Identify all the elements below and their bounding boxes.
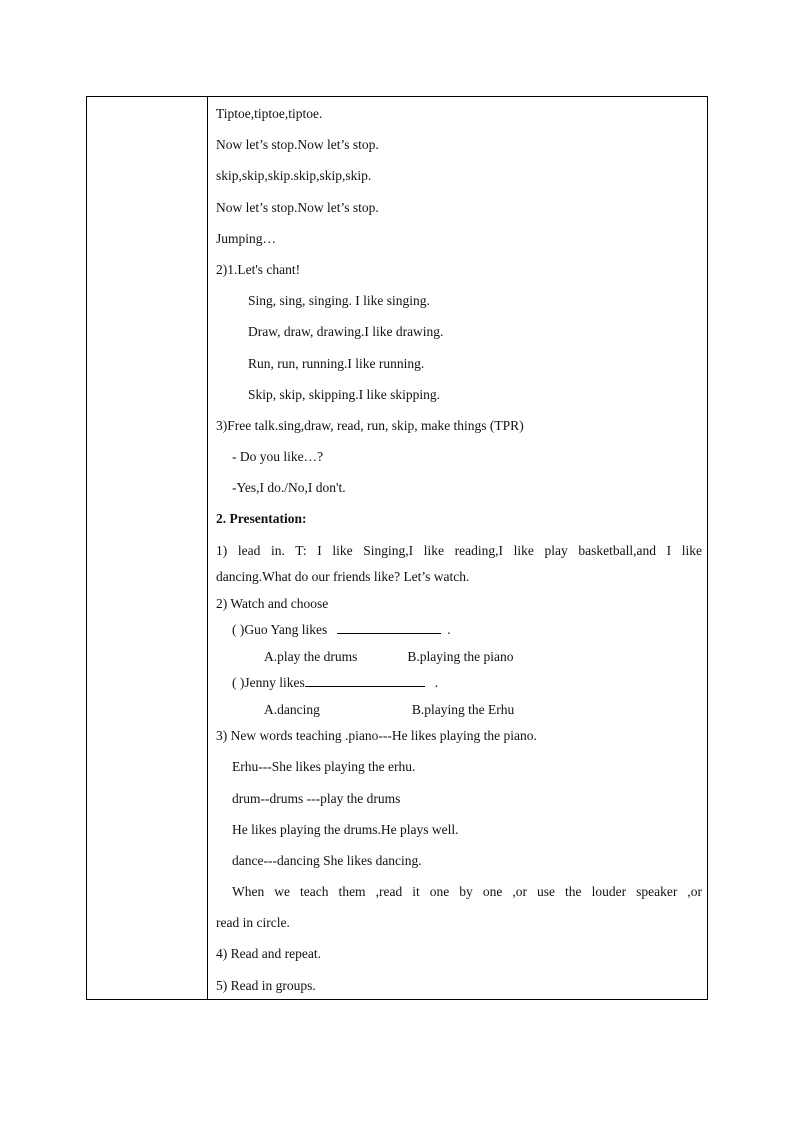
chant-line: Skip, skip, skipping.I like skipping. xyxy=(248,386,441,402)
chant-line: Sing, sing, singing. I like singing. xyxy=(248,293,430,309)
question-end: . xyxy=(434,675,439,691)
option-a: A.play the drums xyxy=(264,648,358,664)
paragraph-line: read in circle. xyxy=(216,915,290,931)
question-2-options xyxy=(216,699,702,726)
question-1-options xyxy=(216,646,702,673)
chant-line: Run, run, running.I like running. xyxy=(248,355,425,371)
lesson-table xyxy=(86,96,708,1000)
vocab-line: Erhu---She likes playing the erhu. xyxy=(232,759,416,775)
option-b: B.playing the Erhu xyxy=(411,701,515,717)
paragraph-line: When we teach them ,read it one by one ,or use the louder speaker ,or xyxy=(232,884,702,900)
text-line: 2) Watch and choose xyxy=(216,595,329,611)
text-line: Now let’s stop.Now let’s stop. xyxy=(216,199,379,215)
text-line: 3) New words teaching .piano---He likes playing the piano. xyxy=(216,728,537,744)
text-line: Jumping… xyxy=(216,230,277,246)
lesson-content xyxy=(216,103,702,1006)
vocab-line: dance---dancing She likes dancing. xyxy=(232,852,422,868)
text-line: skip,skip,skip.skip,skip,skip. xyxy=(216,168,372,184)
dialogue-line: -Yes,I do./No,I don't. xyxy=(232,480,346,496)
option-a: A.dancing xyxy=(264,701,320,717)
table-left-column xyxy=(87,97,208,999)
text-line: 3)Free talk.sing,draw, read, run, skip, make things (TPR) xyxy=(216,417,524,433)
vocab-line: He likes playing the drums.He plays well. xyxy=(232,821,459,837)
text-line: Tiptoe,tiptoe,tiptoe. xyxy=(216,106,323,121)
question-end: . xyxy=(447,622,451,638)
section-heading: 2. Presentation: xyxy=(216,511,307,527)
table-right-column xyxy=(208,97,707,999)
vocab-line: drum--drums ---play the drums xyxy=(232,790,401,806)
text-line: Now let’s stop.Now let’s stop. xyxy=(216,137,379,153)
answer-blank xyxy=(337,620,441,634)
question-text: Guo Yang likes xyxy=(244,622,328,638)
text-line: 2)1.Let's chant! xyxy=(216,261,301,277)
option-b: B.playing the piano xyxy=(407,648,514,664)
question-text: Jenny likes xyxy=(244,675,305,691)
chant-line: Draw, draw, drawing.I like drawing. xyxy=(248,324,444,340)
question-2 xyxy=(216,672,702,699)
paragraph-line: dancing.What do our friends like? Let’s watch. xyxy=(216,569,470,585)
text-line: 5) Read in groups. xyxy=(216,977,316,993)
text-line: 4) Read and repeat. xyxy=(216,946,321,962)
question-1 xyxy=(216,619,702,646)
dialogue-line: - Do you like…? xyxy=(232,449,324,465)
paragraph-line: 1) lead in. T: I like Singing,I like reading,I like play basketball,and I like xyxy=(216,542,702,558)
answer-paren: ( ) xyxy=(232,622,245,638)
answer-paren: ( ) xyxy=(232,675,245,691)
answer-blank xyxy=(305,673,425,687)
